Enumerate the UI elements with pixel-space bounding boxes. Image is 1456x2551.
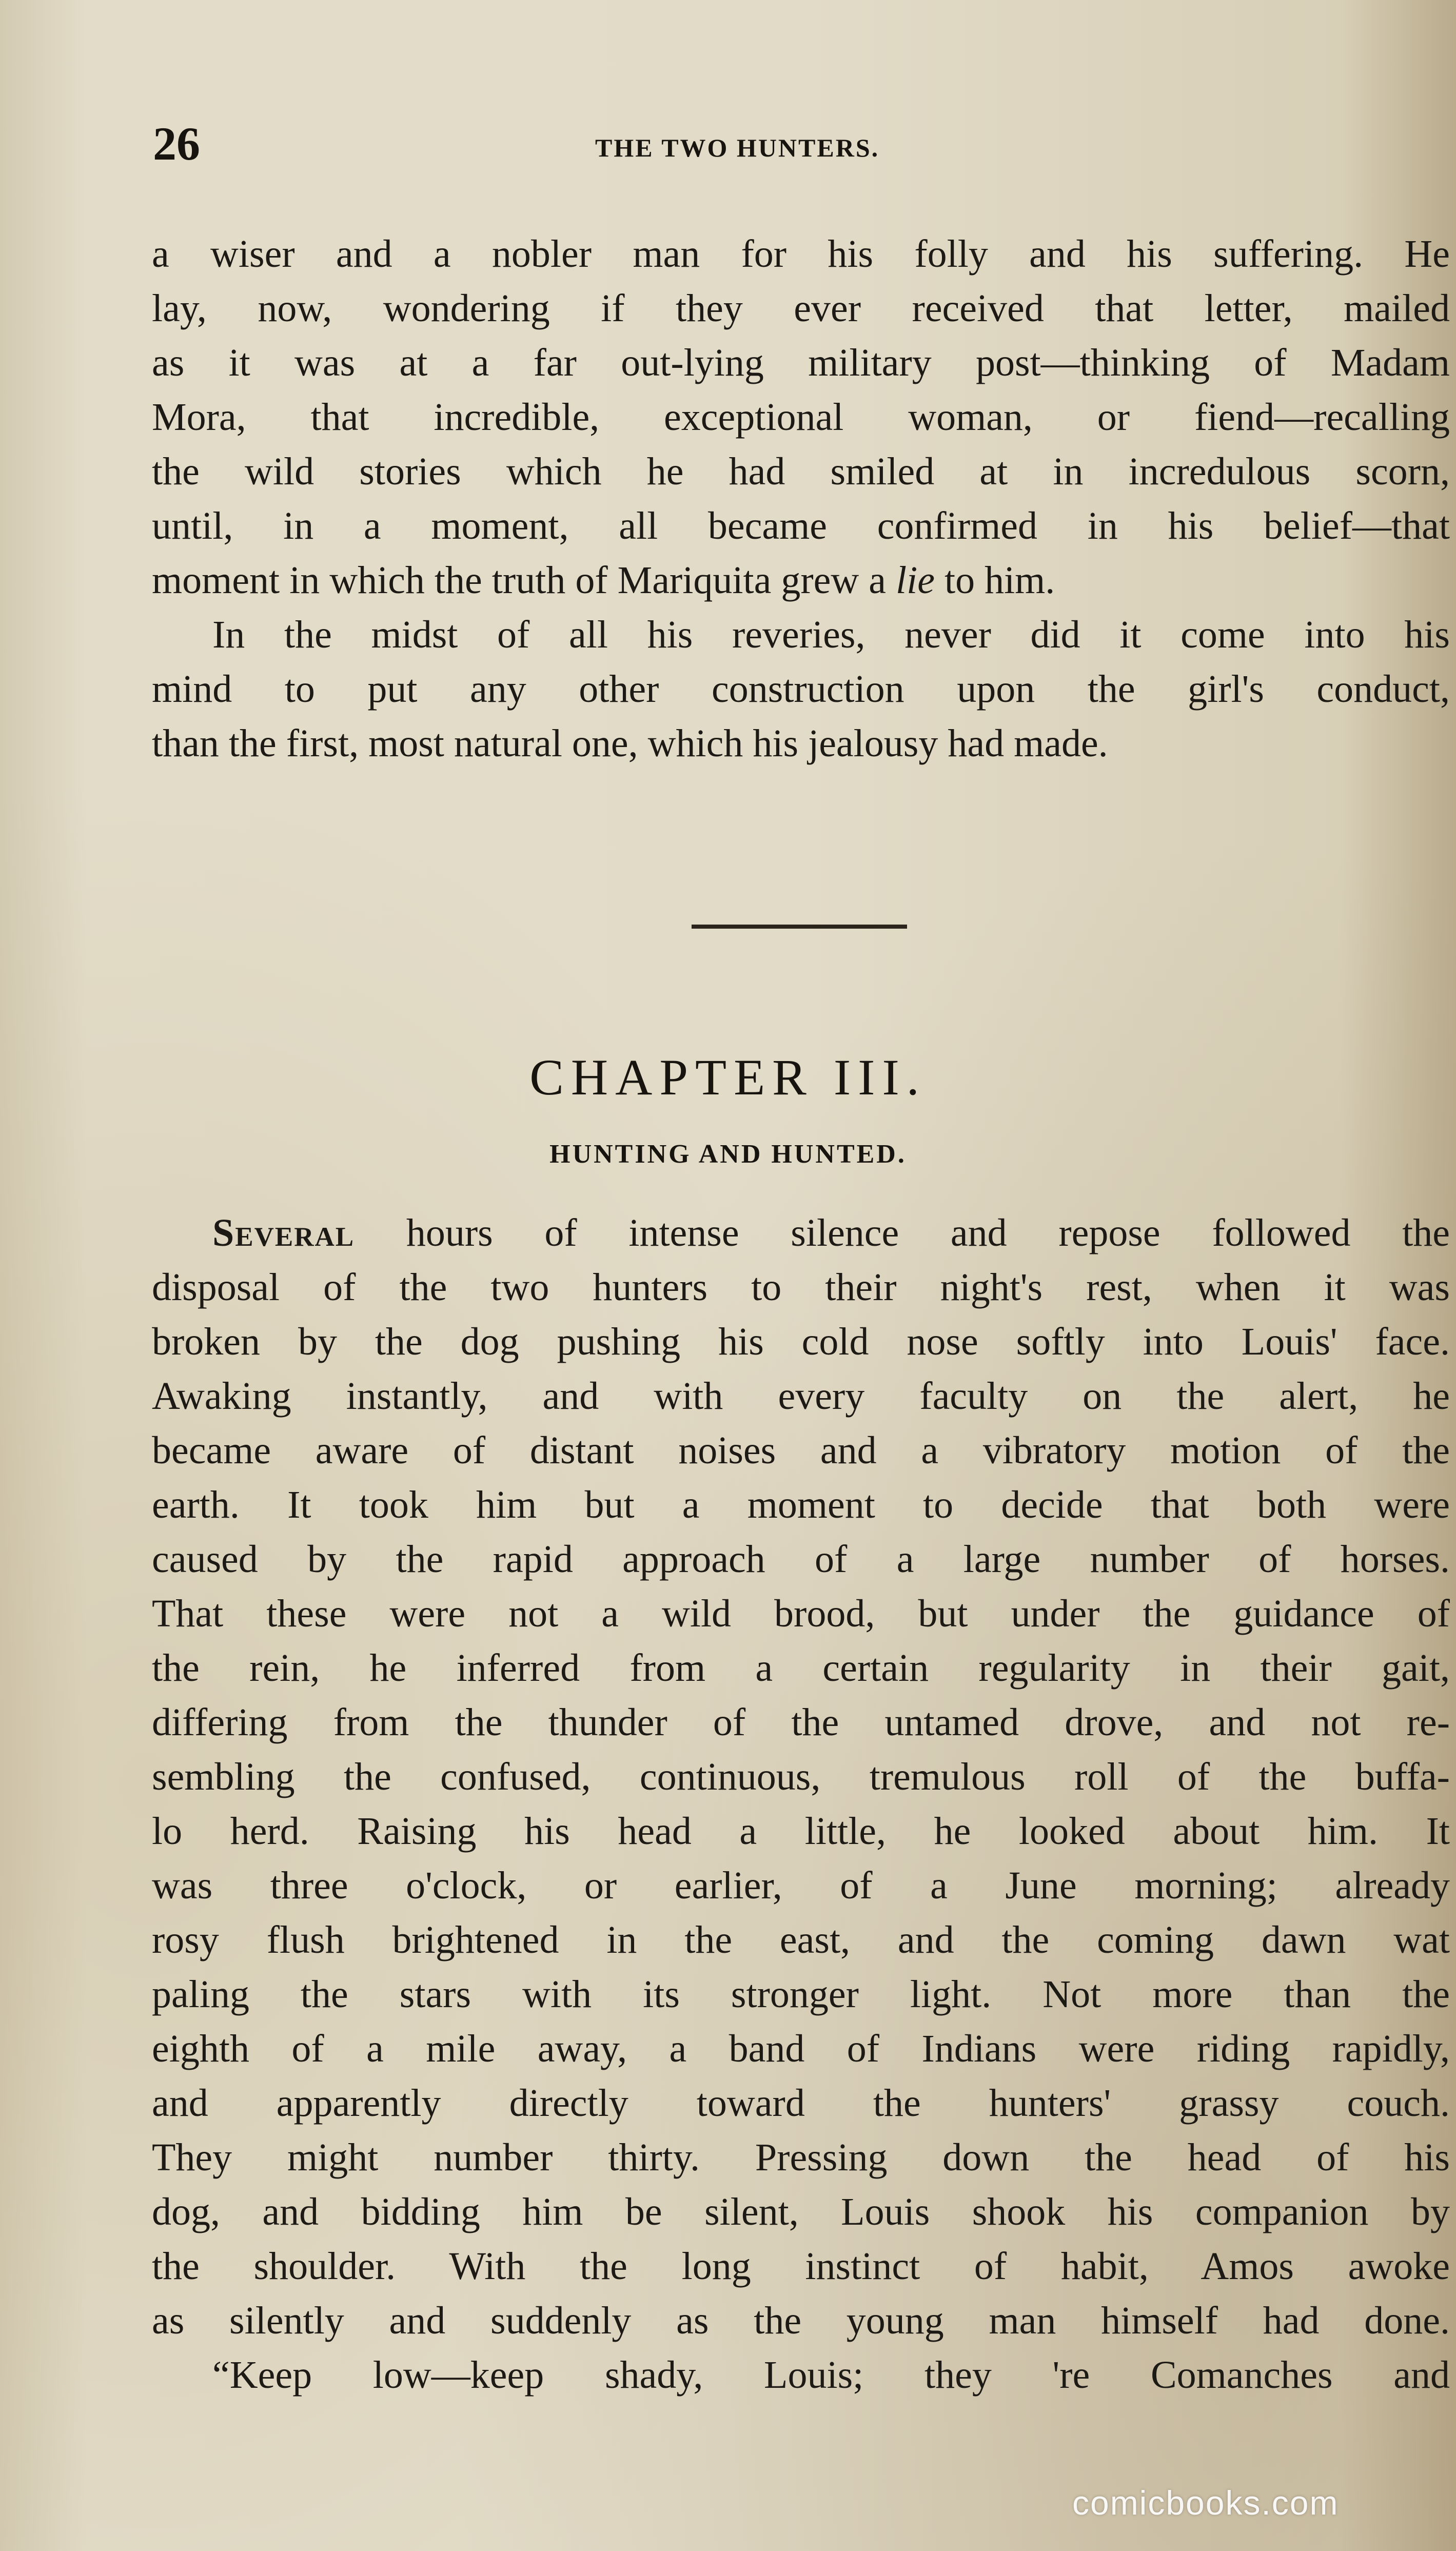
text-line: disposal of the two hunters to their night's rest, when it was — [152, 1266, 1450, 1309]
text-fragment: to him. — [934, 559, 1055, 602]
italic-word: lie — [895, 559, 935, 602]
text-line — [152, 553, 1450, 607]
text-line: earth. It took him but a moment to decide that both were — [152, 1483, 1450, 1526]
text-line: sembling the confused, continuous, tremulous roll of the buffa- — [152, 1755, 1450, 1798]
text-line: broken by the dog pushing his cold nose softly into Louis' face. — [152, 1320, 1450, 1363]
opening-word: Several — [212, 1211, 355, 1254]
text-line: In the midst of all his reveries, never did it come into his — [212, 613, 1450, 656]
running-head: THE TWO HUNTERS. — [595, 133, 880, 162]
section-divider-rule — [692, 925, 907, 929]
text-line: eighth of a mile away, a band of Indians were riding rapidly, — [152, 2027, 1450, 2070]
text-line: paling the stars with its stronger light. Not more than the — [152, 1973, 1450, 2016]
chapter-subtitle: HUNTING AND HUNTED. — [549, 1140, 907, 1169]
text-line: Mora, that incredible, exceptional woman, or fiend—recalling — [152, 396, 1450, 439]
text-line: became aware of distant noises and a vibratory motion of the — [152, 1429, 1450, 1472]
text-line: the shoulder. With the long instinct of habit, Amos awoke — [152, 2245, 1450, 2288]
text-line: caused by the rapid approach of a large number of horses. — [152, 1538, 1450, 1581]
text-line: That these were not a wild brood, but under the guidance of — [152, 1592, 1450, 1635]
text-line: mind to put any other construction upon the girl's conduct, — [152, 668, 1450, 711]
text-line: lo herd. Raising his head a little, he looked about him. It — [152, 1810, 1450, 1853]
text-line: than the first, most natural one, which his jealousy had made. — [152, 722, 1108, 765]
page-number: 26 — [153, 117, 200, 170]
text-line: differing from the thunder of the untamed drove, and not re- — [152, 1701, 1450, 1744]
text-line: lay, now, wondering if they ever received that letter, mailed — [152, 287, 1450, 330]
text-line: a wiser and a nobler man for his folly and his suffering. He — [152, 232, 1450, 276]
text-line: “Keep low—keep shady, Louis; they 're Comanches and — [212, 2353, 1450, 2397]
paragraph-block-chapter — [152, 1206, 1450, 2402]
text-line: as it was at a far out-lying military post—thinking of Madam — [152, 341, 1450, 384]
watermark: comicbooks.com — [1072, 2484, 1339, 2522]
paragraph-block-top — [152, 227, 1450, 771]
text-line: and apparently directly toward the hunters' grassy couch. — [152, 2082, 1450, 2125]
text-line: rosy flush brightened in the east, and the coming dawn wat — [152, 1918, 1450, 1961]
text-line: the wild stories which he had smiled at in incredulous scorn, — [152, 450, 1450, 493]
text-fragment: hours of intense silence and repose followed the — [355, 1211, 1450, 1254]
text-line: dog, and bidding him be silent, Louis shook his companion by — [152, 2190, 1450, 2233]
text-line: as silently and suddenly as the young man himself had done. — [152, 2299, 1450, 2342]
text-line: They might number thirty. Pressing down the head of his — [152, 2136, 1450, 2179]
text-line: was three o'clock, or earlier, of a June morning; already — [152, 1864, 1450, 1907]
text-line: the rein, he inferred from a certain regularity in their gait, — [152, 1646, 1450, 1690]
text-line: Awaking instantly, and with every faculty on the alert, he — [152, 1375, 1450, 1418]
text-line: until, in a moment, all became confirmed in his belief—that — [152, 504, 1450, 547]
chapter-title: CHAPTER III. — [529, 1049, 927, 1106]
text-fragment: moment in which the truth of Mariquita grew a — [152, 559, 896, 602]
text-line — [152, 1206, 1450, 1260]
